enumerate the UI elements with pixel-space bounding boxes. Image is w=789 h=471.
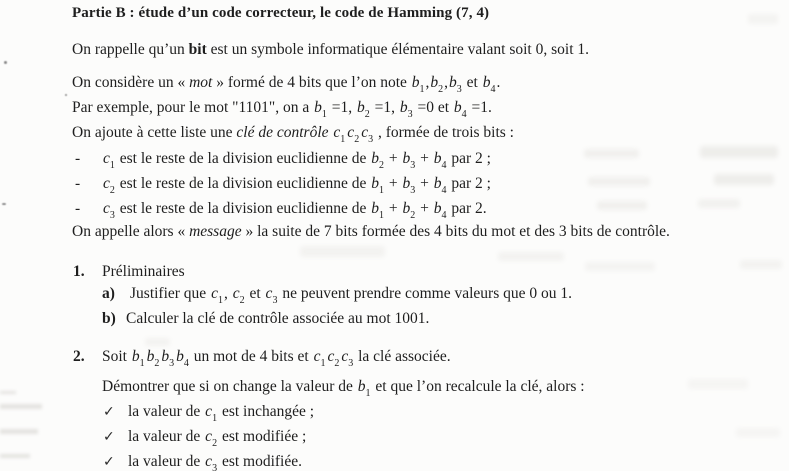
scan-smudge-artifact xyxy=(0,404,42,409)
check-c3-modifiee-text: la valeur de $c_3$ est modifiée. xyxy=(128,453,302,471)
bleed-through-artifact xyxy=(714,174,774,185)
item-letter: a) xyxy=(102,285,115,302)
dash-bullet: - xyxy=(75,200,81,217)
para-cle-controle xyxy=(0,123,789,147)
scan-speck-artifact xyxy=(4,61,7,64)
check-icon: ✓ xyxy=(103,404,115,420)
bullet-c2-text: $c_2$ est le reste de la division euclidienne de $b_1 + b_3 + b_4$ par 2 ; xyxy=(103,175,491,196)
scan-speck-artifact xyxy=(65,94,67,96)
check-c1-inchangee xyxy=(0,402,789,426)
bleed-through-artifact xyxy=(300,246,385,257)
para-cle-controle-text: On ajoute à cette liste une clé de contrôle $c_1$ $c_2$ $c_3$ , formée de trois bits : xyxy=(72,124,514,145)
bleed-through-artifact xyxy=(740,260,782,269)
check-c1-inchangee-text: la valeur de $c_1$ est inchangée ; xyxy=(128,403,315,424)
item-letter: b) xyxy=(102,310,116,327)
bleed-through-artifact xyxy=(588,177,650,186)
scan-smudge-artifact xyxy=(0,454,30,458)
check-c2-modifiee-text: la valeur de $c_2$ est modifiée ; xyxy=(128,428,307,449)
bleed-through-artifact xyxy=(736,428,780,437)
bullet-c1-text: $c_1$ est le reste de la division euclidienne de $b_2 + b_3 + b_4$ par 2 ; xyxy=(103,150,491,171)
bleed-through-artifact xyxy=(700,146,778,158)
scan-smudge-artifact xyxy=(0,391,16,394)
para-demontrer-text: Démontrer que si on change la valeur de $b_1$ et que l’on recalcule la clé, alors : xyxy=(102,378,585,399)
item-number: 1. xyxy=(73,263,85,280)
bleed-through-artifact xyxy=(584,149,639,158)
item-number: 2. xyxy=(73,348,85,365)
item-1a-justifier-text: Justifier que $c_1$, $c_2$ et $c_3$ ne peuvent prendre comme valeurs que 0 ou 1. xyxy=(130,285,572,306)
scan-speck-artifact xyxy=(2,203,6,205)
para-example-1101 xyxy=(0,98,789,122)
bullet-c3-text: $c_3$ est le reste de la division euclidienne de $b_1 + b_2 + b_4$ par 2. xyxy=(103,200,487,221)
para-bit-definition xyxy=(0,40,789,64)
bullet-c3 xyxy=(0,199,789,223)
para-mot-definition xyxy=(0,73,789,97)
bleed-through-artifact xyxy=(698,199,740,208)
item-2-soit-text: Soit $b_1$ $b_2$ $b_3$ $b_4$ un mot de 4 bits et $c_1$ $c_2$ $c_3$ la clé associée. xyxy=(102,348,451,369)
bleed-through-artifact xyxy=(585,262,655,271)
para-mot-definition-text: On considère un « mot » formé de 4 bits que l’on note $b_1,b_2,b_3$ et $b_4$. xyxy=(72,74,501,95)
bleed-through-artifact xyxy=(748,14,778,24)
bullet-c2 xyxy=(0,174,789,198)
bleed-through-artifact xyxy=(145,338,170,346)
dash-bullet: - xyxy=(75,150,81,167)
bleed-through-artifact xyxy=(688,379,748,389)
scan-smudge-artifact xyxy=(0,429,38,434)
bullet-c1 xyxy=(0,149,789,173)
para-demontrer xyxy=(0,377,789,401)
title-line-text: Partie B : étude d’un code correcteur, le code de Hamming (7, 4) xyxy=(72,5,490,21)
bleed-through-artifact xyxy=(498,252,564,261)
check-icon: ✓ xyxy=(103,429,115,445)
dash-bullet: - xyxy=(75,175,81,192)
item-1-preliminaires xyxy=(0,262,789,286)
item-1b-calculer-text: Calculer la clé de contrôle associée au mot 1001. xyxy=(126,310,430,327)
check-icon: ✓ xyxy=(103,454,115,470)
check-c3-modifiee xyxy=(0,452,789,471)
check-c2-modifiee xyxy=(0,427,789,451)
item-1b-calculer xyxy=(0,309,789,333)
item-1a-justifier xyxy=(0,284,789,308)
bleed-through-artifact xyxy=(597,201,647,210)
para-bit-definition-text: On rappelle qu’un bit est un symbole informatique élémentaire valant soit 0, soit 1. xyxy=(72,41,589,58)
para-message-definition-text: On appelle alors « message » la suite de 7 bits formée des 4 bits du mot et des 3 bits de contrôle. xyxy=(72,223,670,240)
item-1-preliminaires-text: Préliminaires xyxy=(102,263,185,280)
item-2-soit xyxy=(0,347,789,371)
para-example-1101-text: Par exemple, pour le mot "1101", on a $b_1 =1$, $b_2 =1$, $b_3 =0$ et $b_4 =1$. xyxy=(72,99,492,120)
title-line xyxy=(0,3,789,27)
para-message-definition xyxy=(0,222,789,246)
